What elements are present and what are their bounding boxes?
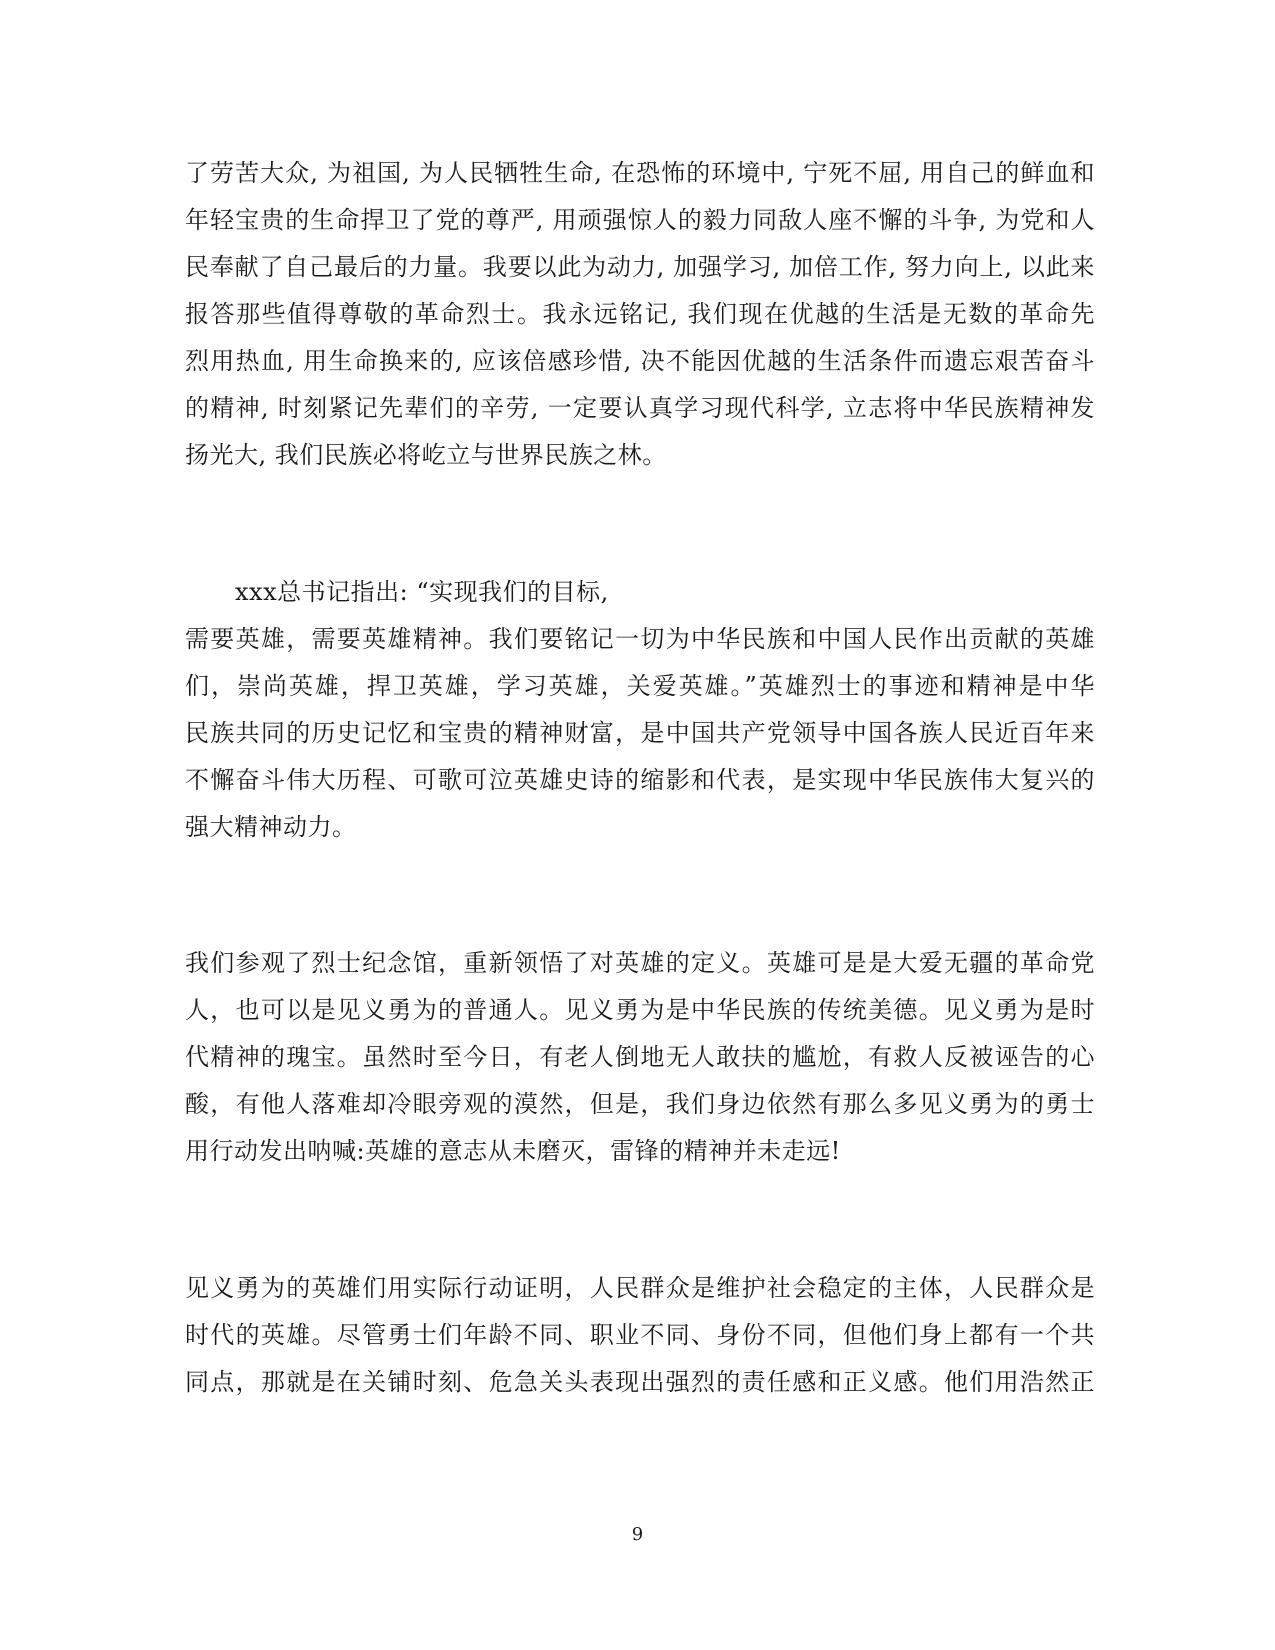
paragraph-2-line-4: 民族共同的历史记忆和宝贵的精神财富，是中国共产党领导中国各族人民近百年来: [185, 719, 1095, 747]
page-number: 9: [631, 1524, 644, 1545]
paragraph-2-line-3: 们，崇尚英雄，捍卫英雄，学习英雄，关爱英雄。”英雄烈士的事迹和精神是中华: [185, 672, 1095, 700]
paragraph-1-line-3: 民奉献了自己最后的力量。我要以此为动力, 加强学习, 加倍工作, 努力向上, 以此来: [185, 253, 1095, 281]
paragraph-3-line-4: 酸，有他人落难却冷眼旁观的漠然，但是，我们身边依然有那么多见义勇为的勇士: [185, 1090, 1095, 1118]
paragraph-1-line-7: 扬光大, 我们民族必将屹立与世界民族之林。: [185, 441, 667, 469]
paragraph-3-line-2: 人，也可以是见义勇为的普通人。见义勇为是中华民族的传统美德。见义勇为是时: [185, 996, 1095, 1024]
paragraph-3-line-5: 用行动发出呐喊:英雄的意志从未磨灭，雷锋的精神并未走远!: [185, 1137, 841, 1165]
paragraph-2-line-5: 不懈奋斗伟大历程、可歌可泣英雄史诗的缩影和代表，是实现中华民族伟大复兴的: [185, 766, 1095, 794]
paragraph-1-line-5: 烈用热血, 用生命换来的, 应该倍感珍惜, 决不能因优越的生活条件而遗忘艰苦奋斗: [185, 347, 1095, 375]
paragraph-3-line-3: 代精神的瑰宝。虽然时至今日，有老人倒地无人敢扶的尴尬，有救人反被诬告的心: [185, 1043, 1095, 1071]
paragraph-1-line-1: 了劳苦大众, 为祖国, 为人民牺牲生命, 在恐怖的环境中, 宁死不屈, 用自己的鲜血和: [185, 159, 1095, 187]
paragraph-1-line-4: 报答那些值得尊敬的革命烈士。我永远铭记, 我们现在优越的生活是无数的革命先: [185, 300, 1095, 328]
paragraph-2-line-1: xxx总书记指出: “实现我们的目标,: [235, 578, 609, 606]
paragraph-2-line-2: 需要英雄，需要英雄精神。我们要铭记一切为中华民族和中国人民作出贡献的英雄: [185, 625, 1095, 653]
paragraph-3-line-1: 我们参观了烈士纪念馆，重新领悟了对英雄的定义。英雄可是是大爱无疆的革命党: [185, 949, 1095, 977]
paragraph-1-line-2: 年轻宝贵的生命捍卫了党的尊严, 用顽强惊人的毅力同敌人座不懈的斗争, 为党和人: [185, 206, 1095, 234]
paragraph-4-line-3: 同点，那就是在关铺时刻、危急关头表现出强烈的责任感和正义感。他们用浩然正: [185, 1368, 1095, 1396]
paragraph-1-line-6: 的精神, 时刻紧记先辈们的辛劳, 一定要认真学习现代科学, 立志将中华民族精神发: [185, 394, 1095, 422]
paragraph-2-line-6: 强大精神动力。: [185, 813, 357, 841]
paragraph-4-line-2: 时代的英雄。尽管勇士们年龄不同、职业不同、身份不同，但他们身上都有一个共: [185, 1321, 1095, 1349]
paragraph-4-line-1: 见义勇为的英雄们用实际行动证明，人民群众是维护社会稳定的主体，人民群众是: [185, 1274, 1095, 1302]
